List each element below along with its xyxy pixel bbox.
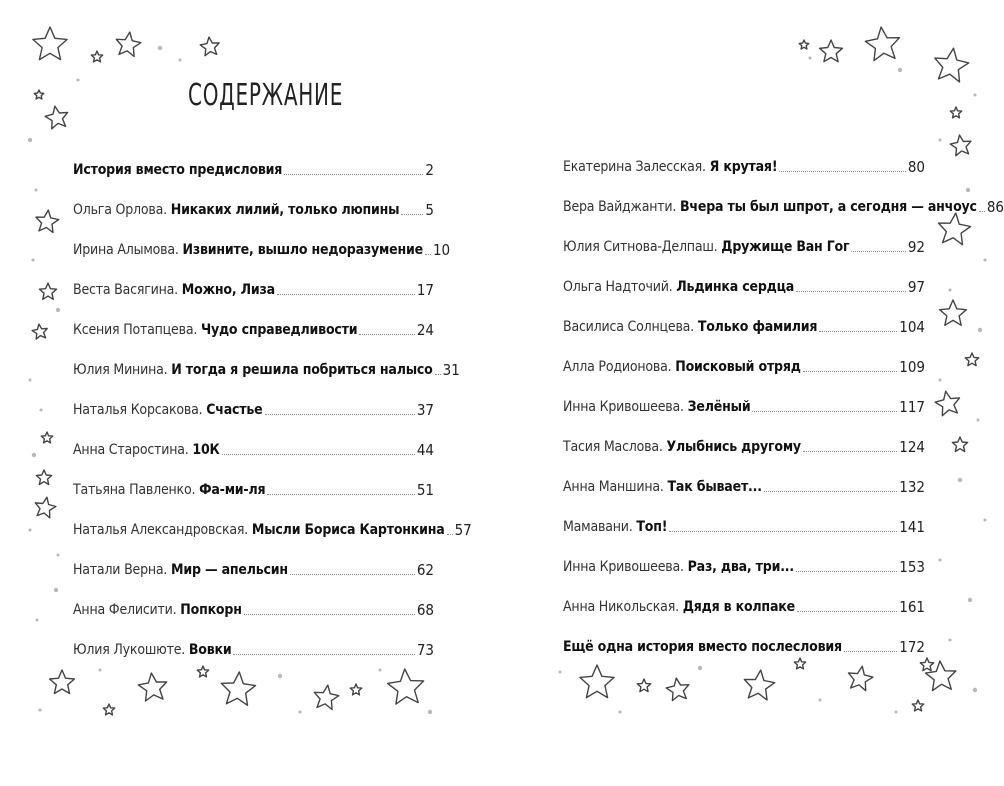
dot-leader [796,571,897,572]
dot-leader [764,491,897,492]
story-title: Мир — апельсин [171,562,288,578]
toc-entry[interactable] [563,307,925,347]
author-name: Мамавани. [563,519,633,535]
toc-entry[interactable] [563,587,925,627]
right-page [500,0,1004,786]
page-number: 73 [416,641,434,659]
page-number: 37 [416,401,434,419]
page-number: 10 [432,241,451,259]
author-name: Алла Родионова. [563,359,672,375]
author-name: Ольга Надточий. [563,279,673,295]
author-name: Тасия Маслова. [563,439,663,455]
dot-leader [277,294,415,295]
toc-list-left [73,150,472,670]
dot-leader [265,414,415,415]
author-name: Анна Маншина. [563,479,664,495]
toc-entry[interactable] [73,430,434,470]
story-title: Попкорн [180,602,242,618]
author-name: Екатерина Залесская. [563,159,706,175]
author-name: Василиса Солнцева. [563,319,694,335]
dot-leader [803,451,897,452]
story-title: Вчера ты был шпрот, а сегодня — анчоус [680,199,977,215]
page-number: 68 [416,601,434,619]
story-title: Можно, Лиза [181,282,275,298]
page-number: 141 [899,518,925,536]
page-title: СОДЕРЖАНИЕ [188,78,344,113]
page-number: 161 [899,598,925,616]
toc-entry[interactable] [563,467,925,507]
story-title: Топ! [636,519,668,535]
dot-leader [435,374,441,375]
toc-list-right [563,147,1004,667]
story-title: Поисковый отряд [675,359,801,375]
author-name: Ольга Орлова. [73,202,167,218]
toc-entry[interactable] [73,510,472,550]
toc-entry[interactable] [73,350,460,390]
toc-entry[interactable] [73,270,434,310]
author-name: Анна Фелисити. [73,602,177,618]
dot-leader [425,254,431,255]
page-number: 132 [899,478,925,496]
dot-leader [233,654,414,655]
story-title: Чудо справедливости [200,322,358,338]
toc-entry[interactable] [73,190,434,230]
left-page [0,0,500,786]
page-number: 62 [416,561,434,579]
page-number: 5 [425,201,434,219]
author-name: Ксения Потапцева. [73,322,198,338]
page-number: 172 [899,638,925,656]
author-name: Юлия Лукошюте. [73,642,186,658]
story-title: История вместо предисловия [73,162,283,178]
author-name: Инна Кривошеева. [563,399,684,415]
story-title: Дядя в колпаке [682,599,795,615]
page-number: 117 [899,398,925,416]
toc-entry[interactable] [73,150,434,190]
story-title: Счастье [206,402,263,418]
author-name: Анна Никольская. [563,599,679,615]
toc-entry[interactable] [563,427,925,467]
story-title: Улыбнись другому [666,439,801,455]
toc-entry[interactable] [563,187,1004,227]
dot-leader [797,611,897,612]
page-number: 24 [416,321,434,339]
dot-leader [244,614,415,615]
page-number: 104 [899,318,925,336]
story-title: И тогда я решила побриться налысо [171,362,433,378]
toc-entry[interactable] [73,550,434,590]
page-number: 109 [899,358,925,376]
dot-leader [222,454,415,455]
toc-entry[interactable] [73,630,434,670]
story-title: Фа-ми-ля [199,482,266,498]
page-number: 124 [899,438,925,456]
page-number: 97 [907,278,925,296]
page-number: 153 [899,558,925,576]
dot-leader [796,291,906,292]
story-title: 10К [192,442,220,458]
author-name: Вера Вайджанти. [563,199,677,215]
toc-entry[interactable] [563,227,925,267]
dot-leader [669,531,897,532]
page-number: 17 [416,281,434,299]
toc-entry[interactable] [73,590,434,630]
story-title: Я крутая! [709,159,778,175]
story-title: Зелёный [687,399,751,415]
toc-entry[interactable] [563,147,925,187]
author-name: Ирина Алымова. [73,242,179,258]
toc-entry[interactable] [563,547,925,587]
dot-leader [752,411,897,412]
story-title: Мысли Бориса Картонкина [251,522,445,538]
page-number: 2 [425,161,434,179]
story-title: Вовки [188,642,232,658]
dot-leader [803,371,898,372]
dot-leader [819,331,897,332]
toc-entry[interactable] [563,267,925,307]
page-number: 44 [416,441,434,459]
author-name: Татьяна Павленко. [73,482,196,498]
author-name: Юлия Минина. [73,362,168,378]
toc-entry[interactable] [563,347,925,387]
page-number: 86 [986,198,1004,216]
author-name: Анна Старостина. [73,442,189,458]
dot-leader [401,214,423,215]
dot-leader [844,651,897,652]
dot-leader [290,574,415,575]
story-title: Никаких лилий, только люпины [170,202,400,218]
toc-entry[interactable] [73,310,434,350]
page-number: 80 [907,158,925,176]
page-number: 51 [416,481,434,499]
dot-leader [979,211,985,212]
dot-leader [851,251,905,252]
toc-entry[interactable] [563,387,925,427]
story-title: Льдинка сердца [676,279,795,295]
dot-leader [284,174,423,175]
story-title: Так бывает... [667,479,762,495]
page-number: 57 [454,521,472,539]
story-title: Ещё одна история вместо послесловия [563,639,842,655]
toc-entry[interactable] [563,627,925,667]
dot-leader [267,494,414,495]
story-title: Дружище Ван Гог [721,239,850,255]
dot-leader [359,334,414,335]
author-name: Инна Кривошеева. [563,559,684,575]
story-title: Только фамилия [697,319,818,335]
toc-entry[interactable] [563,507,925,547]
toc-entry[interactable] [73,390,434,430]
story-title: Раз, два, три... [687,559,794,575]
author-name: Наталья Александровская. [73,522,249,538]
author-name: Юлия Ситнова-Делпаш. [563,239,718,255]
author-name: Веста Васягина. [73,282,178,298]
story-title: Извините, вышло недоразумение [182,242,423,258]
toc-entry[interactable] [73,470,434,510]
dot-leader [779,171,905,172]
dot-leader [447,534,453,535]
page-number: 92 [907,238,925,256]
author-name: Натали Верна. [73,562,168,578]
toc-entry[interactable] [73,230,451,270]
author-name: Наталья Корсакова. [73,402,203,418]
page-number: 31 [442,361,460,379]
